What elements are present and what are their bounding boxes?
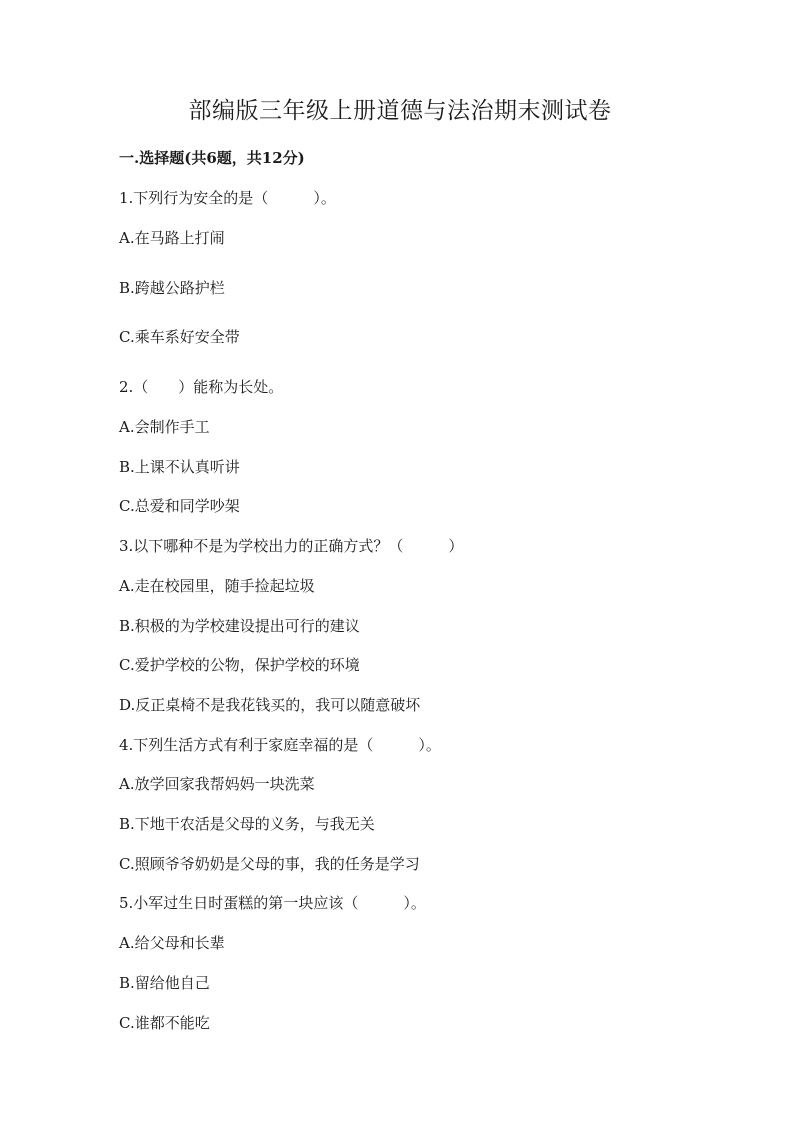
question-4-option-c: C.照顾爷爷奶奶是父母的事，我的任务是学习 — [119, 855, 420, 873]
question-3-option-b: B.积极的为学校建设提出可行的建议 — [119, 617, 360, 635]
question-1-option-c: C.乘车系好安全带 — [119, 328, 240, 346]
page-title: 部编版三年级上册道德与法治期末测试卷 — [188, 98, 612, 124]
question-4-option-a: A.放学回家我帮妈妈一块洗菜 — [119, 775, 315, 793]
question-3-option-d: D.反正桌椅不是我花钱买的，我可以随意破坏 — [119, 696, 421, 714]
section-heading: 一.选择题(共6题，共12分) — [119, 149, 305, 167]
question-1-option-b: B.跨越公路护栏 — [119, 279, 225, 297]
question-3-option-a: A.走在校园里，随手捡起垃圾 — [119, 577, 315, 595]
question-1-option-a: A.在马路上打闹 — [119, 229, 225, 247]
question-4-option-b: B.下地干农活是父母的义务，与我无关 — [119, 815, 375, 833]
question-4-stem: 4.下列生活方式有利于家庭幸福的是（ ）。 — [119, 736, 441, 754]
question-5-option-c: C.谁都不能吃 — [119, 1014, 210, 1032]
question-2-option-a: A.会制作手工 — [119, 418, 210, 436]
question-2-option-b: B.上课不认真听讲 — [119, 458, 240, 476]
question-5-stem: 5.小军过生日时蛋糕的第一块应该（ ）。 — [119, 894, 426, 912]
question-2-option-c: C.总爱和同学吵架 — [119, 497, 240, 515]
question-5-option-a: A.给父母和长辈 — [119, 934, 225, 952]
question-3-option-c: C.爱护学校的公物，保护学校的环境 — [119, 656, 360, 674]
question-2-stem: 2.（ ）能称为长处。 — [119, 378, 284, 396]
question-1-stem: 1.下列行为安全的是（ ）。 — [119, 189, 336, 207]
question-5-option-b: B.留给他自己 — [119, 974, 210, 992]
question-3-stem: 3.以下哪种不是为学校出力的正确方式？（ ） — [119, 537, 464, 555]
